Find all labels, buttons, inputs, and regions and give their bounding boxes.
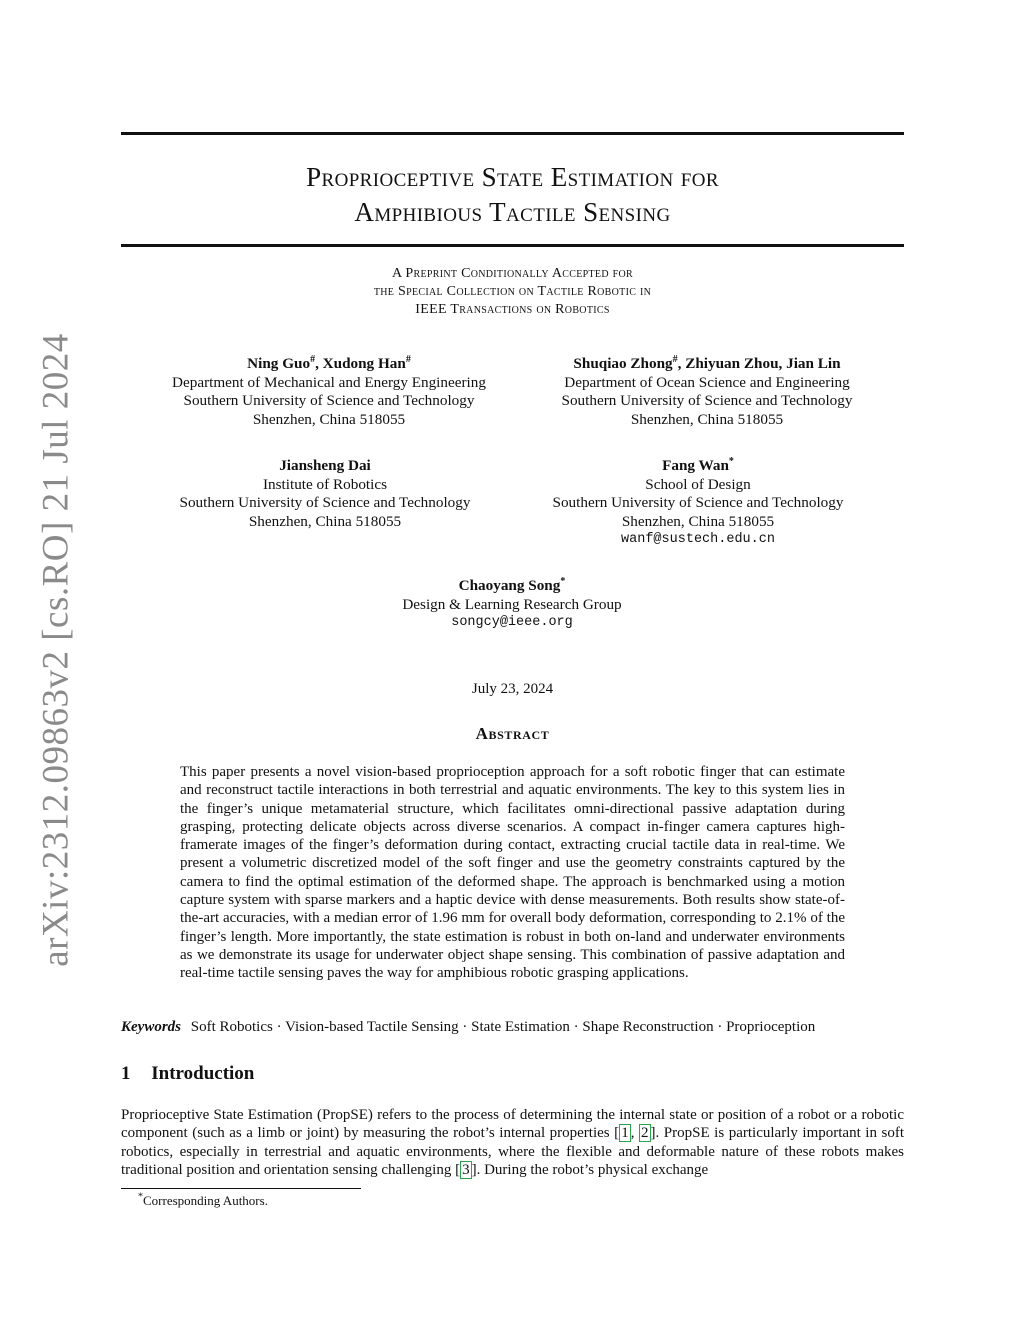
footnote-rule <box>121 1188 361 1189</box>
arxiv-identifier-stamp: arXiv:2312.09863v2 [cs.RO] 21 Jul 2024 <box>35 333 77 967</box>
citation-link[interactable]: 3 <box>462 1161 470 1178</box>
citation-link[interactable]: 2 <box>641 1125 649 1142</box>
section-heading-introduction <box>121 1063 254 1085</box>
footnote-text: Corresponding Authors. <box>143 1193 268 1208</box>
preprint-note-line-2: the Special Collection on Tactile Robotic in <box>373 284 652 299</box>
author-names: Jiansheng Dai <box>279 457 371 474</box>
affiliation-line: Design & Learning Research Group <box>402 595 622 613</box>
preprint-note-line-3: IEEE Transactions on Robotics <box>415 302 610 317</box>
affiliation-line: Shenzhen, China 518055 <box>621 512 775 530</box>
title-line-1: Proprioceptive State Estimation for <box>306 162 719 192</box>
paper-title <box>121 160 904 230</box>
title-bottom-rule <box>121 244 904 247</box>
introduction-paragraph <box>121 1106 904 1179</box>
affiliation-line: Shenzhen, China 518055 <box>248 512 402 530</box>
affiliation-line: Department of Ocean Science and Engineering <box>564 373 850 391</box>
affiliation-line: Department of Mechanical and Energy Engineering <box>172 373 486 391</box>
author-block-wan <box>498 457 898 550</box>
affiliation-line: Shenzhen, China 518055 <box>630 410 784 428</box>
author-block-zhong-zhou-lin <box>507 355 907 429</box>
citation-link[interactable]: 1 <box>621 1125 629 1142</box>
title-top-rule <box>121 132 904 135</box>
section-title: Introduction <box>151 1063 255 1084</box>
publication-date: July 23, 2024 <box>471 681 554 697</box>
keywords-label: Keywords <box>121 1019 181 1035</box>
intro-text: ]. PropSE is particularly important in soft robotics, especially in terrestrial and aquatic environments, where the flexible and deformable nature of these robots makes traditional position and orientation sensing challenging [ <box>121 1125 905 1178</box>
author-names: Fang Wan* <box>662 455 734 474</box>
keywords-line <box>121 1019 904 1036</box>
author-block-song <box>312 577 712 633</box>
author-block-dai <box>125 457 525 531</box>
affiliation-line: Southern University of Science and Technology <box>552 494 844 511</box>
abstract-heading: Abstract <box>475 724 550 743</box>
affiliation-line: School of Design <box>645 475 751 493</box>
abstract-text: This paper presents a novel vision-based proprioception approach for a soft robotic finger that can estimate and reconstruct tactile interactions in both terrestrial and aquatic environments. The key to this system lies in the finger’s unique metamaterial structure, which facilitates omni-directional passive adaptation during grasping, protecting delicate objects across diverse scenarios. A compact in-finger camera captures high-framerate images of the finger’s deformation during contact, extracting crucial tactile data in real-time. We present a volumetric discretized model of the soft finger and use the geometry constraints captured by the camera to find the optimal estimation of the deformed shape. The approach is benchmarked using a motion capture system with sparse markers and a haptic device with dense measurements. Both results show state-of-the-art accuracies, with a median error of 1.96 mm for overall body deformation, corresponding to 2.1% of the finger’s length. More importantly, the state estimation is robust in both on-land and underwater environments as we demonstrate its usage for underwater object shape sensing. This combination of passive adaptation and real-time tactile sensing paves the way for amphibious robotic grasping applications. <box>180 764 845 982</box>
author-email[interactable]: songcy@ieee.org <box>451 615 573 630</box>
keywords-list: Soft Robotics · Vision-based Tactile Sensing · State Estimation · Shape Reconstruction · Proprioception <box>190 1019 816 1035</box>
affiliation-line: Southern University of Science and Technology <box>183 392 475 409</box>
footnote <box>138 1193 268 1209</box>
footnote-mark: * <box>138 1191 143 1203</box>
intro-text: ]. During the robot’s physical exchange <box>471 1161 709 1178</box>
intro-text: Proprioceptive State Estimation (PropSE) refers to the process of determining the internal state or position of a robot or a robotic component (such as a limb or joint) by measuring the robot’s internal properties [ <box>121 1107 904 1142</box>
section-number: 1 <box>121 1063 131 1084</box>
author-block-guo-han <box>129 355 529 429</box>
author-names: Chaoyang Song* <box>458 575 566 594</box>
citation-separator: , <box>630 1125 639 1142</box>
preprint-note <box>121 265 904 319</box>
preprint-note-line-1: A Preprint Conditionally Accepted for <box>391 266 633 281</box>
author-names: Shuqiao Zhong#, Zhiyuan Zhou, Jian Lin <box>573 353 841 372</box>
affiliation-line: Southern University of Science and Technology <box>179 494 471 511</box>
affiliation-line: Southern University of Science and Technology <box>561 392 853 409</box>
title-line-2: Amphibious Tactile Sensing <box>354 197 671 227</box>
author-names: Ning Guo#, Xudong Han# <box>247 353 411 372</box>
author-email[interactable]: wanf@sustech.edu.cn <box>621 532 775 547</box>
affiliation-line: Shenzhen, China 518055 <box>252 410 406 428</box>
affiliation-line: Institute of Robotics <box>262 475 388 493</box>
